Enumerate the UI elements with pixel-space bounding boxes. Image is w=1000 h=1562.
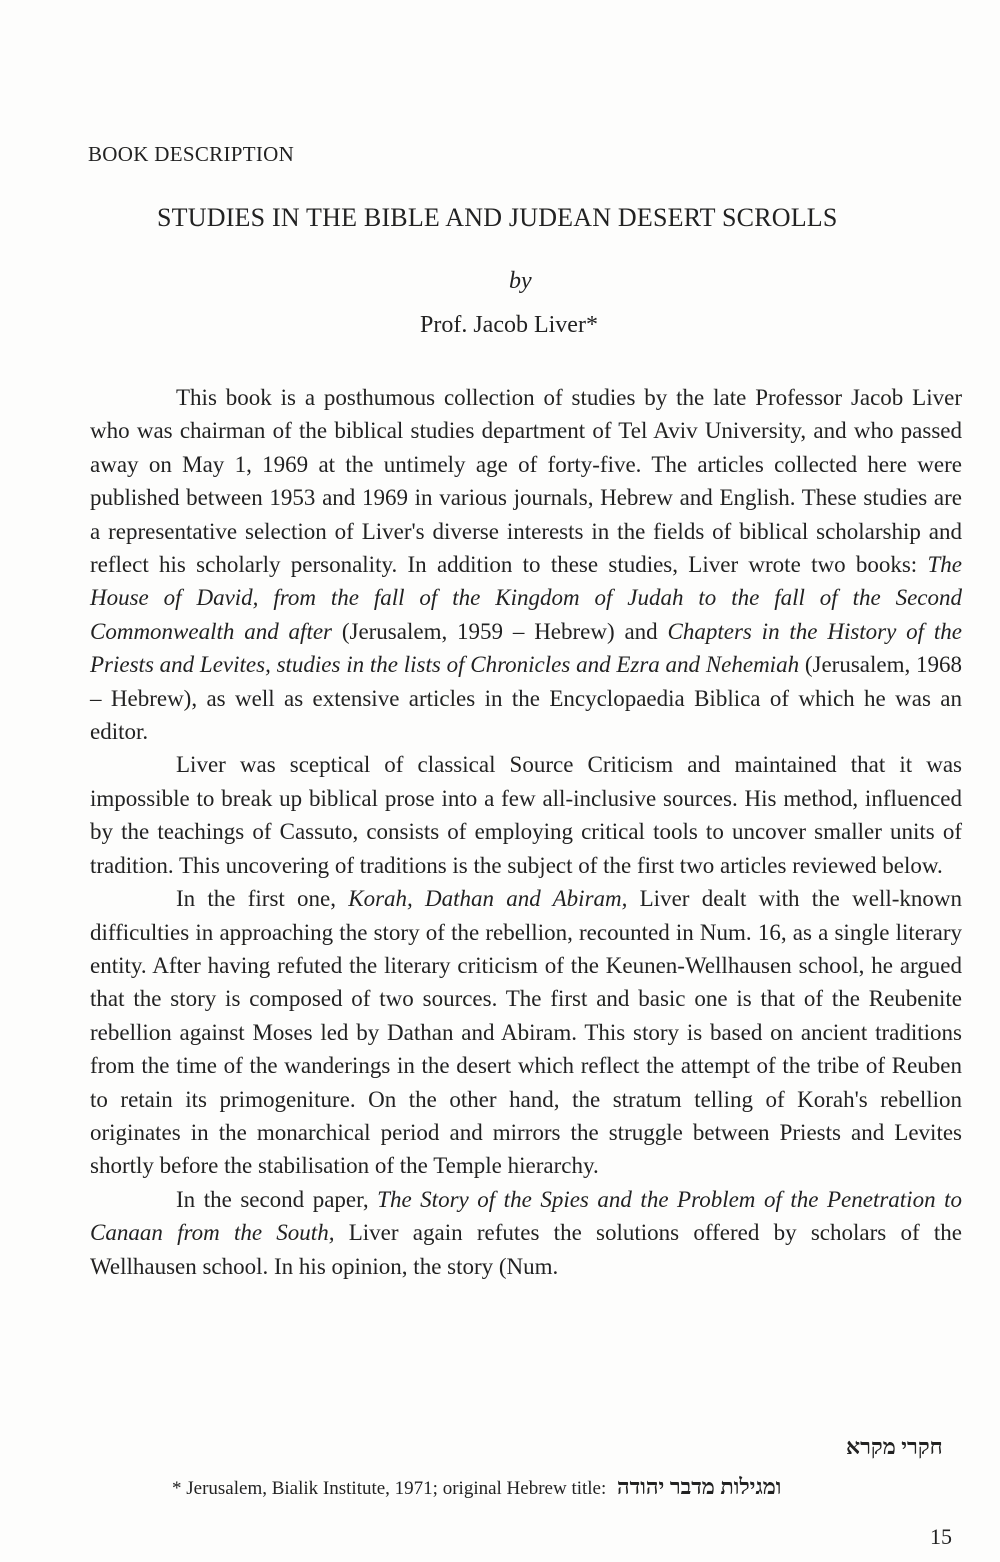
book-title-house-of-david: The House of David, from the fall of the Kingdom of Judah to the fall of the Second Commonwealth and after: [90, 552, 962, 644]
author-name: Prof. Jacob Liver*: [420, 312, 598, 338]
footnote-hebrew-title-line2: ומגילות מדבר יהודה: [617, 1474, 782, 1499]
page-number: 15: [930, 1524, 952, 1549]
paragraph-3: In the first one, Korah, Dathan and Abiram, Liver dealt with the well-known difficulties in approaching the story of the rebellion, recounted in Num. 16, as a single literary entity. After having refuted the literary criticism of the Keunen-Wellhausen school, he argued that the story is composed of two sources. The first and basic one is that of the Reubenite rebellion against Moses led by Dathan and Abiram. This story is based on ancient traditions from the time of the wanderings in the desert which reflect the attempt of the tribe of Reuben to retain its primogeniture. On the other hand, the stratum telling of Korah's rebellion originates in the monarchical period and mirrors the struggle between Priests and Levites shortly before the stabilisation of the Temple hierarchy.: [90, 886, 962, 1179]
footnote-text: * Jerusalem, Bialik Institute, 1971; original Hebrew title:: [172, 1478, 607, 1499]
paragraph-4: In the second paper, The Story of the Spies and the Problem of the Penetration to Canaan from the South, Liver again refutes the solutions offered by scholars of the Wellhausen school. In his opinion, the story (Num.: [90, 1186, 962, 1279]
footnote-hebrew-title-line1: חקרי מקרא: [846, 1434, 943, 1459]
section-label: BOOK DESCRIPTION: [88, 142, 295, 166]
footnote: [172, 1474, 781, 1500]
article-title-spies: The Story of the Spies and the Problem of the Penetration to Canaan from the South,: [90, 1186, 962, 1246]
paragraph-2: Liver was sceptical of classical Source Criticism and maintained that it was impossible to break up biblical prose into a few all-inclusive sources. His method, influenced by the teachings of Cassuto, consists of employing critical tools to uncover smaller units of tradition. This uncovering of traditions is the subject of the first two articles reviewed below.: [90, 752, 962, 878]
paragraph-1: This book is a posthumous collection of studies by the late Professor Jacob Liver who was chairman of the biblical studies department of Tel Aviv University, and who passed away on May 1, 1969 at the untimely age of forty-five. The articles collected here were published between 1953 and 1969 in various journals, Hebrew and English. These studies are a representative selection of Liver's diverse interests in the fields of biblical scholarship and reflect his scholarly personality. In addition to these studies, Liver wrote two books: The House of David, from the fall of the Kingdom of Judah to the fall of the Second Commonwealth and after (Jerusalem, 1959 – Hebrew) and Chapters in the History of the Priests and Levites, studies in the lists of Chronicles and Ezra and Nehemiah (Jerusalem, 1968 – Hebrew), as well as extensive articles in the Encyclopaedia Biblica of which he was an editor.: [90, 385, 962, 745]
book-title-chapters: Chapters in the History of the Priests and Levites, studies in the lists of Chronicles and Ezra and Nehemiah: [90, 618, 962, 678]
book-title: STUDIES IN THE BIBLE AND JUDEAN DESERT SCROLLS: [157, 203, 838, 232]
body-text: [90, 381, 962, 1283]
article-title-korah: Korah, Dathan and Abiram,: [348, 886, 628, 912]
by-line: by: [509, 268, 532, 294]
